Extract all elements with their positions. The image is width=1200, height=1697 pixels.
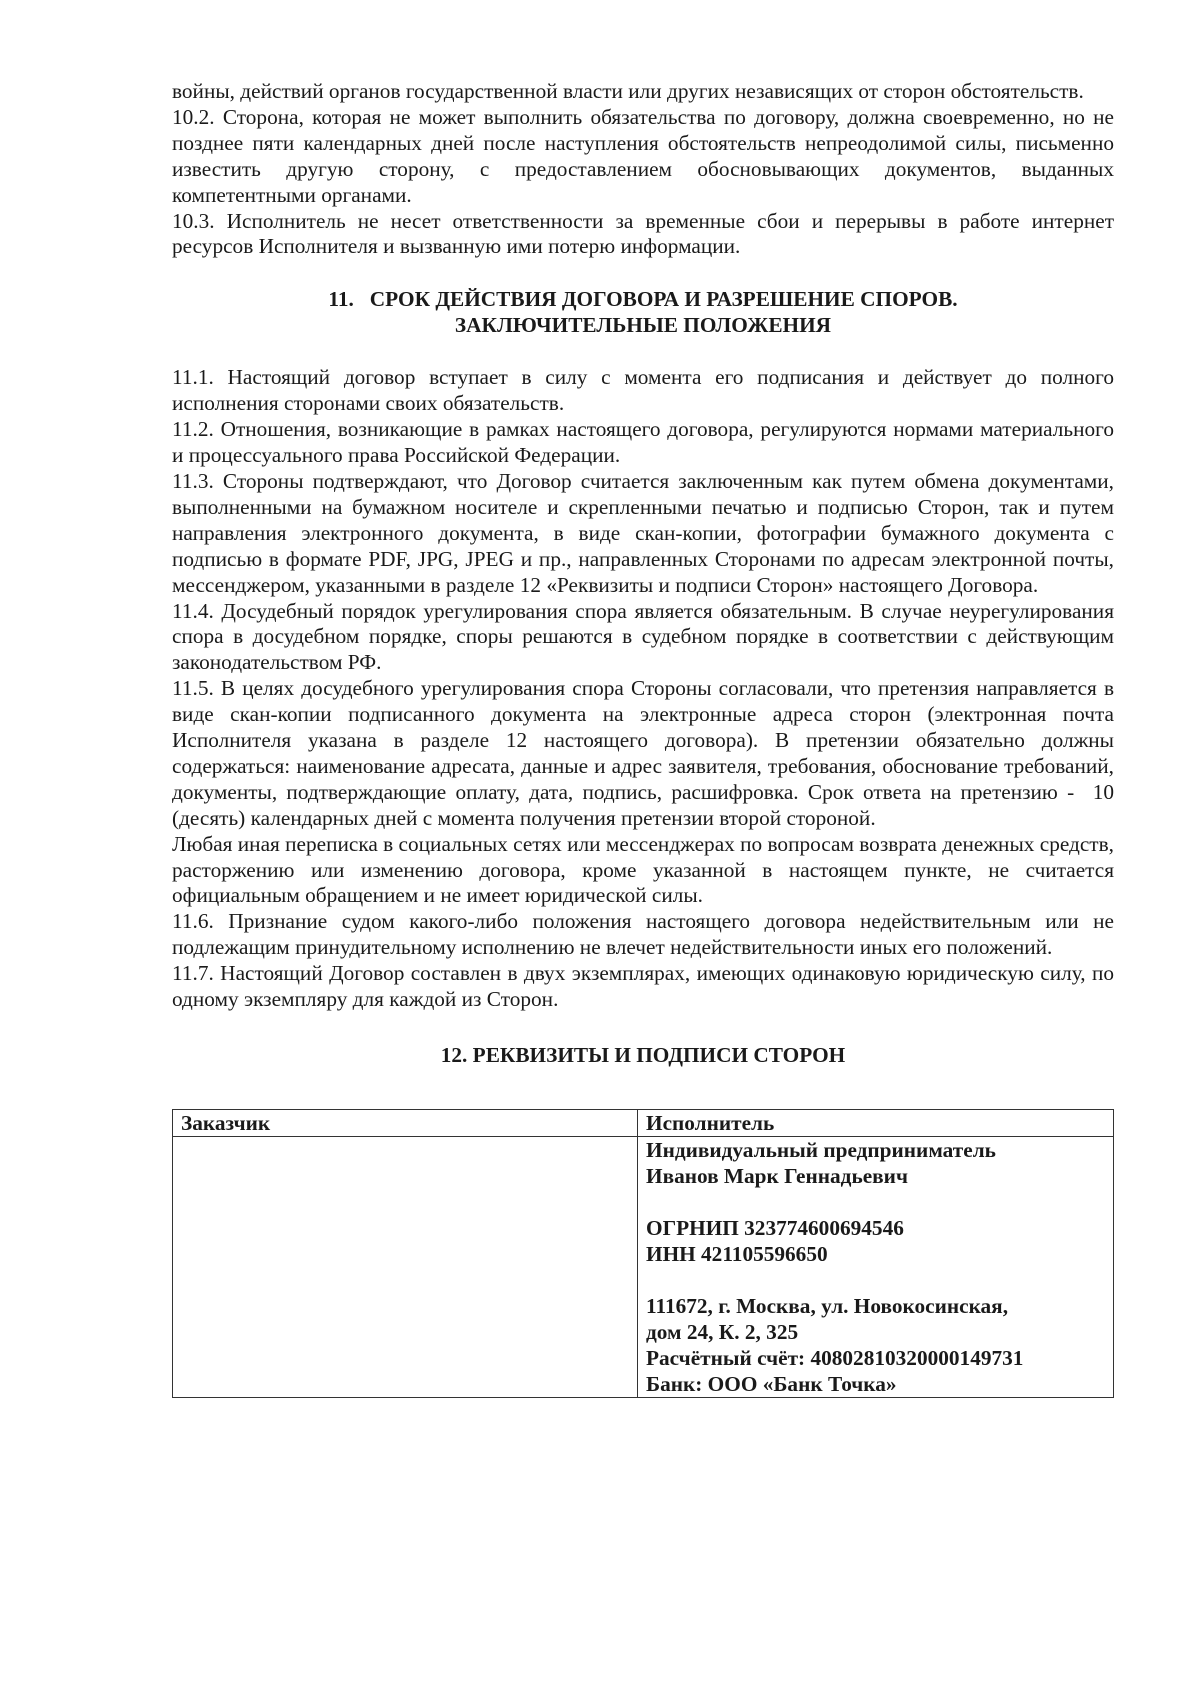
clause-11-4: 11.4. Досудебный порядок урегулирования спора является обязательным. В случае неурегулирования спора в досудебном порядке, споры решаются в судебном порядке в соответствии с действующим законодательством РФ. [172,598,1114,675]
spacer [646,1267,1105,1293]
section-12-heading: 12. РЕКВИЗИТЫ И ПОДПИСИ СТОРОН [440,1043,846,1067]
clause-10-3: 10.3. Исполнитель не несет ответственности за временные сбои и перерывы в работе интернет ресурсов Исполнителя и вызванную ими потерю информации. [172,208,1114,259]
clause-11-1: 11.1. Настоящий договор вступает в силу с момента его подписания и действует до полного исполнения сторонами своих обязательств. [172,365,1114,416]
document-page [172,79,1120,1398]
spacer [646,1189,1105,1215]
section-11-heading-line1: 11. СРОК ДЕЙСТВИЯ ДОГОВОРА И РАЗРЕШЕНИЕ СПОРОВ. [328,287,958,312]
clause-11-7: 11.7. Настоящий Договор составлен в двух экземплярах, имеющих одинаковую юридическую силу, по одному экземпляру для каждой из Сторон. [172,961,1114,1012]
clause-10-2: 10.2. Сторона, которая не может выполнить обязательства по договору, должна своевременно, но не позднее пяти календарных дней после наступления обстоятельств непреодолимой силы, письменно известить другую сторону, с предоставлением обосновывающих документов, выданных компетентными органами. [172,104,1114,207]
requisites-table [172,1109,1114,1398]
section10-continuation: войны, действий органов государственной власти или других независящих от сторон обстоятельств. [172,79,1084,103]
contractor-name: Иванов Марк Геннадьевич [646,1164,908,1188]
contractor-ogrnip: ОГРНИП 323774600694546 [646,1216,904,1240]
clause-11-3: 11.3. Стороны подтверждают, что Договор считается заключенным как путем обмена документами, выполненными на бумажном носителе и скрепленными печатью и подписью Сторон, так и путем направления электронного документа, в виде скан-копии, фотографии бумажного документа с подписью в формате PDF, JPG, JPEG и пр., направленных Сторонами по адресам электронной почты, мессенджером, указанными в разделе 12 «Реквизиты и подписи Сторон» настоящего Договора. [172,468,1114,597]
contractor-type: Индивидуальный предприниматель [646,1138,996,1162]
clause-11-5-note: Любая иная переписка в социальных сетях или мессенджерах по вопросам возврата денежных средств, расторжению или изменению договора, кроме указанной в настоящем пункте, не считается официальным обращением и не имеет юридической силы. [172,831,1114,908]
section-11-heading [172,286,1114,338]
section-11-heading-line2: ЗАКЛЮЧИТЕЛЬНЫЕ ПОЛОЖЕНИЯ [454,313,832,338]
customer-column-header: Заказчик [173,1110,638,1137]
customer-details-cell [173,1137,638,1398]
requisites-header-row [173,1110,1114,1137]
clause-11-5: 11.5. В целях досудебного урегулирования спора Стороны согласовали, что претензия направляется в виде скан-копии подписанного документа на электронные адреса сторон (электронная почта Исполнителя указана в разделе 12 настоящего договора). В претензии обязательно должны содержаться: наименование адресата, данные и адрес заявителя, требования, обоснование требований, документы, подтверждающие оплату, дата, подпись, расшифровка. Срок ответа на претензию - 10 (десять) календарных дней с момента получения претензии второй стороной. [172,676,1120,830]
clause-11-6: 11.6. Признание судом какого-либо положения настоящего договора недействительным или не подлежащим принудительному исполнению не влечет недействительности иных его положений. [172,909,1114,960]
requisites-body-row [173,1137,1114,1398]
contractor-bank: Банк: ООО «Банк Точка» [646,1372,897,1396]
contractor-details-cell [638,1137,1114,1398]
contractor-address-line1: 111672, г. Москва, ул. Новокосинская, [646,1294,1009,1318]
contractor-column-header: Исполнитель [638,1110,1114,1137]
clause-11-2: 11.2. Отношения, возникающие в рамках настоящего договора, регулируются нормами материального и процессуального права Российской Федерации. [172,417,1114,468]
contractor-address-line2: дом 24, К. 2, 325 [646,1320,799,1344]
contractor-inn: ИНН 421105596650 [646,1242,828,1266]
contractor-account: Расчётный счёт: 40802810320000149731 [646,1346,1024,1370]
